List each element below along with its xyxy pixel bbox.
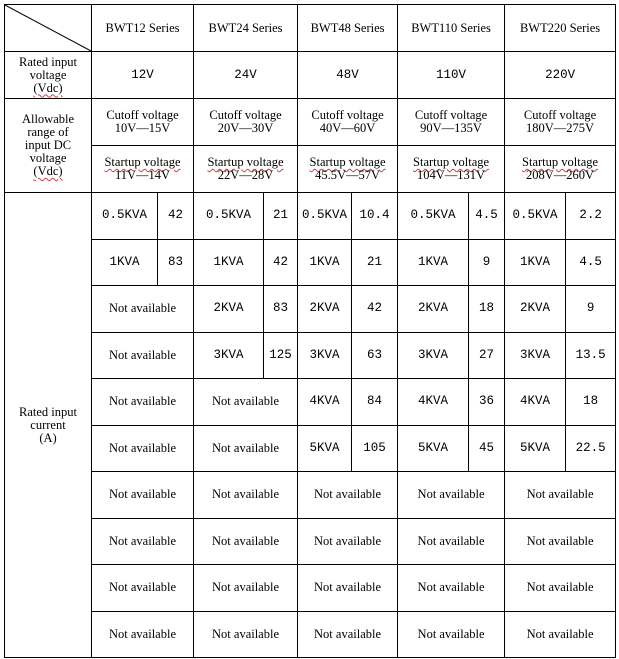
cutoff-title: Cutoff voltage bbox=[106, 108, 179, 122]
startup-range: 208V—260V bbox=[526, 168, 595, 182]
not-available-cell: Not available bbox=[505, 472, 616, 519]
kva-cell: 0.5KVA bbox=[505, 193, 566, 240]
kva-cell: 2KVA bbox=[505, 286, 566, 333]
kva-cell: 0.5KVA bbox=[398, 193, 469, 240]
not-available-cell: Not available bbox=[398, 565, 505, 612]
startup-range: 45.5V—57V bbox=[315, 168, 380, 182]
current-row bbox=[5, 286, 616, 333]
diagonal-line bbox=[5, 5, 91, 51]
label-line: voltage bbox=[29, 151, 67, 165]
not-available-cell: Not available bbox=[92, 611, 194, 658]
cutoff-cell bbox=[298, 99, 398, 146]
kva-cell: 3KVA bbox=[298, 332, 352, 379]
startup-title: Startup voltage bbox=[207, 155, 284, 169]
label-line: input DC bbox=[24, 138, 72, 152]
rated-voltage-value: 110V bbox=[398, 52, 505, 99]
not-available-cell: Not available bbox=[194, 425, 298, 472]
corner-cell bbox=[5, 5, 92, 52]
startup-cell bbox=[298, 146, 398, 193]
amps-cell: 21 bbox=[352, 239, 398, 286]
amps-cell: 27 bbox=[469, 332, 505, 379]
not-available-cell: Not available bbox=[298, 472, 398, 519]
label-line: voltage bbox=[29, 67, 67, 82]
kva-cell: 3KVA bbox=[505, 332, 566, 379]
amps-cell: 21 bbox=[264, 193, 298, 240]
amps-cell: 45 bbox=[469, 425, 505, 472]
kva-cell: 4KVA bbox=[298, 379, 352, 426]
kva-cell: 5KVA bbox=[398, 425, 469, 472]
startup-cell bbox=[92, 146, 194, 193]
amps-cell: 9 bbox=[469, 239, 505, 286]
kva-cell: 1KVA bbox=[298, 239, 352, 286]
not-available-cell: Not available bbox=[505, 518, 616, 565]
amps-cell: 13.5 bbox=[566, 332, 616, 379]
label-line: current bbox=[30, 417, 66, 432]
not-available-cell: Not available bbox=[92, 518, 194, 565]
kva-cell: 2KVA bbox=[298, 286, 352, 333]
startup-cell bbox=[398, 146, 505, 193]
kva-cell: 2KVA bbox=[398, 286, 469, 333]
kva-cell: 1KVA bbox=[92, 239, 158, 286]
label-line: Rated input bbox=[19, 54, 77, 69]
not-available-cell: Not available bbox=[298, 565, 398, 612]
amps-cell: 36 bbox=[469, 379, 505, 426]
amps-cell: 84 bbox=[352, 379, 398, 426]
kva-cell: 1KVA bbox=[194, 239, 264, 286]
not-available-cell: Not available bbox=[92, 379, 194, 426]
amps-cell: 63 bbox=[352, 332, 398, 379]
amps-cell: 18 bbox=[469, 286, 505, 333]
series-header: BWT220 Series bbox=[505, 5, 616, 52]
label-line: (Vdc) bbox=[33, 164, 63, 178]
cutoff-title: Cutoff voltage bbox=[523, 108, 597, 122]
kva-cell: 0.5KVA bbox=[92, 193, 158, 240]
amps-cell: 42 bbox=[158, 193, 194, 240]
not-available-cell: Not available bbox=[92, 565, 194, 612]
amps-cell: 18 bbox=[566, 379, 616, 426]
current-row bbox=[5, 472, 616, 519]
kva-cell: 5KVA bbox=[505, 425, 566, 472]
not-available-cell: Not available bbox=[92, 472, 194, 519]
not-available-cell: Not available bbox=[194, 472, 298, 519]
cutoff-cell bbox=[92, 99, 194, 146]
current-row bbox=[5, 379, 616, 426]
kva-cell: 3KVA bbox=[194, 332, 264, 379]
cutoff-range: 40V—60V bbox=[319, 121, 376, 135]
not-available-cell: Not available bbox=[398, 611, 505, 658]
series-header: BWT110 Series bbox=[398, 5, 505, 52]
not-available-cell: Not available bbox=[92, 286, 194, 333]
rated-current-label bbox=[5, 193, 92, 658]
amps-cell: 9 bbox=[566, 286, 616, 333]
not-available-cell: Not available bbox=[194, 518, 298, 565]
kva-cell: 1KVA bbox=[398, 239, 469, 286]
current-row bbox=[5, 332, 616, 379]
kva-cell: 1KVA bbox=[505, 239, 566, 286]
current-row bbox=[5, 611, 616, 658]
series-header: BWT24 Series bbox=[194, 5, 298, 52]
current-row bbox=[5, 239, 616, 286]
label-line: range of bbox=[27, 125, 69, 139]
amps-cell: 22.5 bbox=[566, 425, 616, 472]
amps-cell: 125 bbox=[264, 332, 298, 379]
cutoff-cell bbox=[505, 99, 616, 146]
cutoff-range: 20V—30V bbox=[217, 121, 274, 135]
not-available-cell: Not available bbox=[505, 611, 616, 658]
not-available-cell: Not available bbox=[194, 565, 298, 612]
current-row bbox=[5, 565, 616, 612]
allowable-range-label bbox=[5, 99, 92, 193]
cutoff-range: 90V—135V bbox=[420, 121, 482, 135]
startup-title: Startup voltage bbox=[413, 155, 490, 169]
startup-title: Startup voltage bbox=[522, 155, 599, 169]
amps-cell: 42 bbox=[352, 286, 398, 333]
kva-cell: 4KVA bbox=[505, 379, 566, 426]
amps-cell: 105 bbox=[352, 425, 398, 472]
header-row bbox=[5, 5, 616, 52]
label-line: (Vdc) bbox=[33, 80, 63, 95]
not-available-cell: Not available bbox=[298, 611, 398, 658]
rated-voltage-value: 48V bbox=[298, 52, 398, 99]
cutoff-title: Cutoff voltage bbox=[209, 108, 282, 122]
amps-cell: 42 bbox=[264, 239, 298, 286]
not-available-cell: Not available bbox=[92, 425, 194, 472]
kva-cell: 0.5KVA bbox=[194, 193, 264, 240]
current-row bbox=[5, 518, 616, 565]
rated-voltage-value: 12V bbox=[92, 52, 194, 99]
kva-cell: 3KVA bbox=[398, 332, 469, 379]
cutoff-cell bbox=[398, 99, 505, 146]
amps-cell: 83 bbox=[158, 239, 194, 286]
amps-cell: 4.5 bbox=[469, 193, 505, 240]
amps-cell: 2.2 bbox=[566, 193, 616, 240]
series-header: BWT48 Series bbox=[298, 5, 398, 52]
startup-range: 104V—131V bbox=[417, 168, 486, 182]
series-header: BWT12 Series bbox=[92, 5, 194, 52]
not-available-cell: Not available bbox=[194, 611, 298, 658]
startup-cell bbox=[194, 146, 298, 193]
rated-voltage-row bbox=[5, 52, 616, 99]
amps-cell: 10.4 bbox=[352, 193, 398, 240]
startup-range: 22V—28V bbox=[217, 168, 274, 182]
amps-cell: 83 bbox=[264, 286, 298, 333]
cutoff-cell bbox=[194, 99, 298, 146]
amps-cell: 4.5 bbox=[566, 239, 616, 286]
kva-cell: 4KVA bbox=[398, 379, 469, 426]
cutoff-range: 10V—15V bbox=[114, 121, 171, 135]
current-row bbox=[5, 425, 616, 472]
label-line: (A) bbox=[39, 430, 57, 445]
rated-voltage-label bbox=[5, 52, 92, 99]
not-available-cell: Not available bbox=[298, 518, 398, 565]
kva-cell: 5KVA bbox=[298, 425, 352, 472]
kva-cell: 2KVA bbox=[194, 286, 264, 333]
cutoff-title: Cutoff voltage bbox=[414, 108, 488, 122]
startup-row bbox=[5, 146, 616, 193]
not-available-cell: Not available bbox=[398, 518, 505, 565]
rated-voltage-value: 24V bbox=[194, 52, 298, 99]
startup-title: Startup voltage bbox=[104, 155, 181, 169]
spec-table bbox=[4, 4, 616, 658]
rated-voltage-value: 220V bbox=[505, 52, 616, 99]
not-available-cell: Not available bbox=[92, 332, 194, 379]
not-available-cell: Not available bbox=[398, 472, 505, 519]
startup-cell bbox=[505, 146, 616, 193]
label-line: Rated input bbox=[19, 404, 77, 419]
startup-range: 11V—14V bbox=[114, 168, 171, 182]
cutoff-title: Cutoff voltage bbox=[311, 108, 384, 122]
not-available-cell: Not available bbox=[194, 379, 298, 426]
startup-title: Startup voltage bbox=[309, 155, 386, 169]
label-line: Allowable bbox=[21, 112, 75, 126]
current-row bbox=[5, 193, 616, 240]
not-available-cell: Not available bbox=[505, 565, 616, 612]
cutoff-range: 180V—275V bbox=[526, 121, 595, 135]
cutoff-row bbox=[5, 99, 616, 146]
kva-cell: 0.5KVA bbox=[298, 193, 352, 240]
